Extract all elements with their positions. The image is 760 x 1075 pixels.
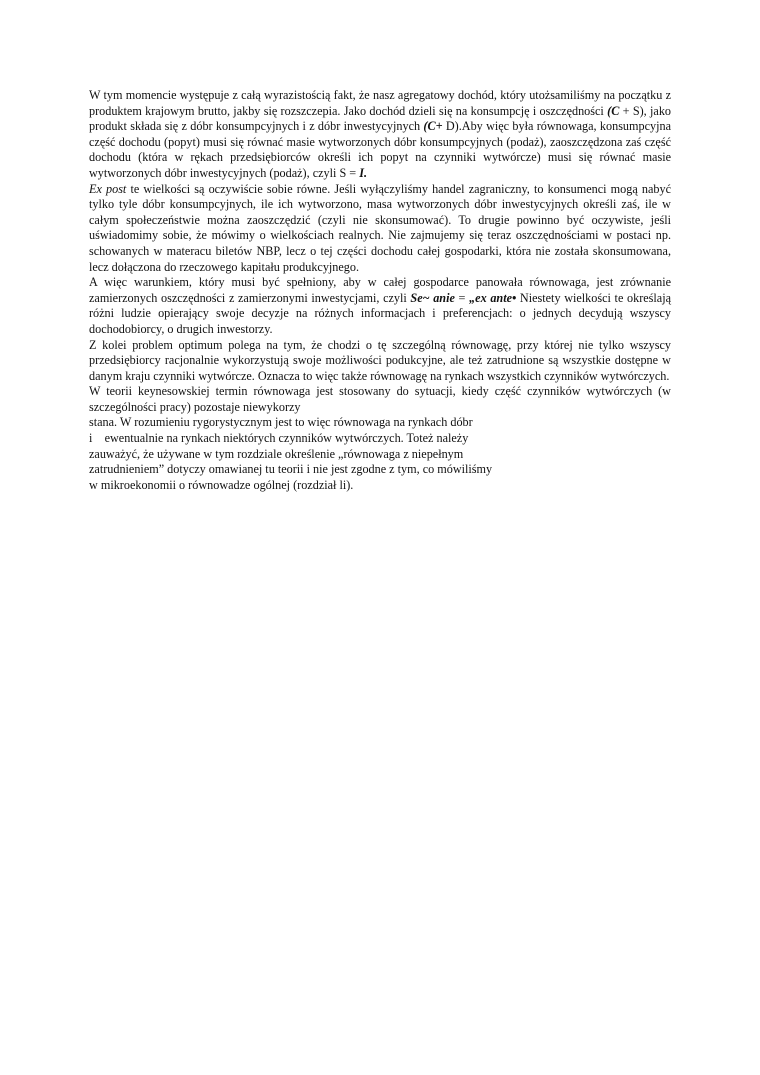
paragraph-3-text: A więc warunkiem, który musi być spełniony, aby w całej gospodarce panowała równowaga, jest zrównanie zamierzonych oszczędności z zamierzonymi inwestycjami, czyli — [89, 275, 671, 305]
text-line: zatrudnieniem” dotyczy omawianej tu teorii i nie jest zgodne z tym, co mówiliśmy — [89, 462, 493, 477]
formula-ex-ante: „ex ante• — [469, 290, 517, 305]
formula-i: I. — [359, 165, 367, 180]
text-line: zauważyć, że używane w tym rozdziale określenie „równowaga z niepełnym — [89, 446, 464, 461]
formula-se-anie: Se~ anie — [410, 290, 455, 305]
paragraph-3 — [89, 275, 671, 337]
ex-post-term: Ex post — [89, 181, 127, 196]
paragraph-1-text: W tym momencie występuje z całą wyrazistością fakt, że nasz agregatowy dochód, który utożsamiliśmy na początku z produktem krajowym brutto, jakby się rozszczepia. Jako dochód dzieli się na konsumpcję i oszczędności — [89, 88, 671, 118]
text-line: i ewentualnie na rynkach niektórych czynników wytwórczych. Toteż należy — [89, 431, 469, 446]
formula-c: (C — [607, 103, 620, 118]
paragraph-1-text-2: + S), jako produkt składa się z dóbr konsumpcyjnych i z dóbr inwestycyjnych — [89, 103, 672, 134]
formula-c-plus: (C+ — [423, 119, 443, 134]
document-page — [89, 88, 671, 493]
paragraph-1 — [89, 88, 671, 182]
paragraph-4: Z kolei problem optimum polega na tym, że chodzi o tę szczególną równowagę, przy której nie tylko wszyscy przedsiębiorcy racjonalnie wykorzystują swoje możliwości podukcyjne, ale też zatrudnione są wszystkie dostępne w danym kraju czynniki wytwórcze. Oznacza to więc także równowagę na rynkach wszystkich czynników wytwórczych. — [89, 337, 671, 383]
text-line: w mikroekonomii o równowadze ogólnej (rozdział li). — [89, 477, 354, 492]
paragraph-5: W teorii keynesowskiej termin równowaga jest stosowany do sytuacji, kiedy część czynników wytwórczych (w szczególności pracy) pozostaje niewykorzy — [89, 384, 671, 414]
paragraph-3-text-2: Niestety wielkości te określają różni ludzie opierający swoje decyzje na różnych informacjach i preferencjach: o jednych decydują wszyscy dochodobiorcy, o drugich inwestorzy. — [89, 290, 671, 336]
paragraph-2-text: te wielkości są oczywiście sobie równe. Jeśli wyłączyliśmy handel zagraniczny, to konsumenci mogą nabyć tylko tyle dóbr konsumpcyjnych, ile ich wytworzono, masa wytworzonych dóbr inwestycyjnych określi zaś, ile w całym społeczeństwie można zaoszczędzić (czyli nie skonsumować). To drugie powinno być oczywiste, jeśli uświadomimy sobie, że mówimy o wielkościach realnych. Nie zajmujemy się teraz oszczędnościami w postaci np. schowanych w materacu biletów NBP, lecz o tej części dochodu całej gospodarki, która nie została skonsumowana, lecz dołączona do rzeczowego kapitału produkcyjnego. — [89, 181, 671, 274]
paragraph-5-continuation — [89, 415, 671, 493]
paragraph-2 — [89, 182, 671, 276]
formula-equals: = — [454, 290, 470, 305]
paragraph-1-text-3: D).Aby więc była równowaga, konsumpcyjna część dochodu (popyt) musi się równać masie wytworzonych dóbr konsumpcyjnych (podaż), zaoszczędzona zaś część dochodu (która w rękach przedsiębiorców określi ich popyt na czynniki wytwórcze) musi się równać masie wytworzonych dóbr inwestycyjnych (podaż), czyli S = — [89, 119, 671, 180]
text-line: stana. W rozumieniu rygorystycznym jest to więc równowaga na rynkach dóbr — [89, 415, 473, 430]
